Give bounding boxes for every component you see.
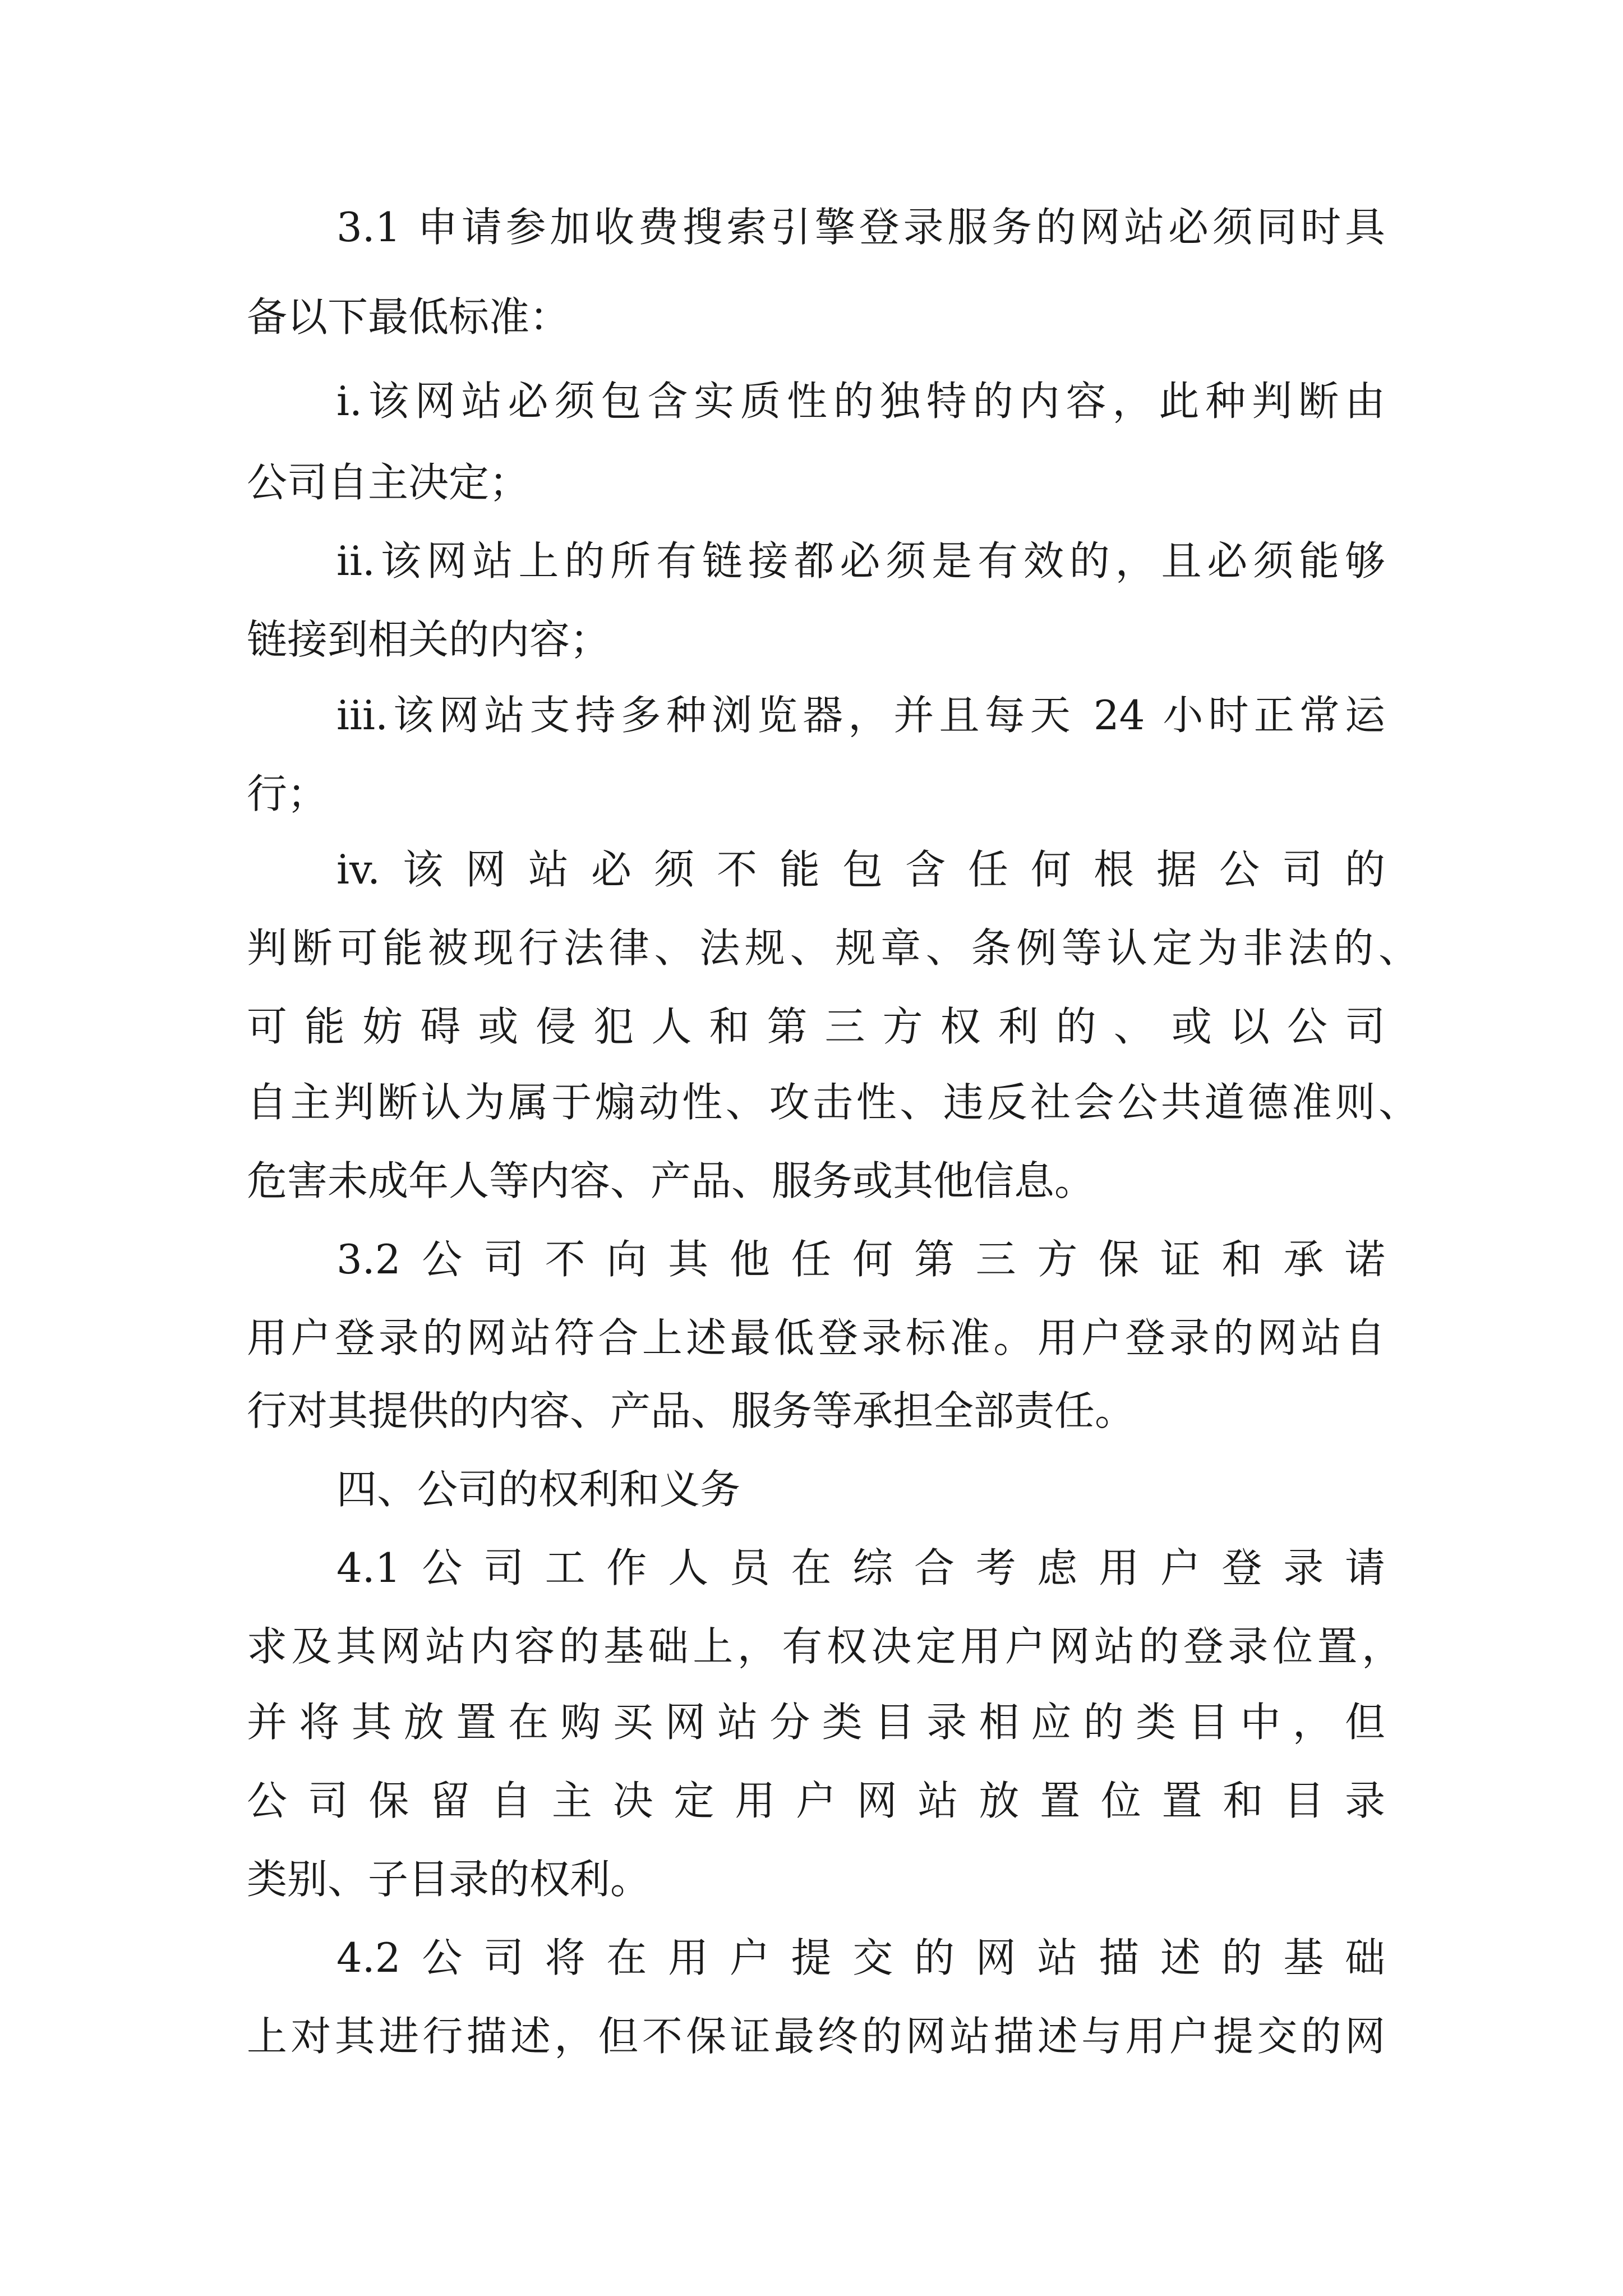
text-segment: 4.2 [336,1934,401,1981]
text-segment: 公司 [1287,1003,1385,1050]
text-segment: 求及其网站内容的基础上，有权决定用户网站的登录位置， [247,1623,1402,1670]
text-segment: 自主判断认为属于煽动性、攻击性、违反社会公共道德准则、 [247,1079,1419,1126]
text-segment: 危害未成年人等内容、产品、服务或其他信息。 [247,1157,1095,1204]
text-segment: 链接到相关的内容； [247,616,611,663]
text-line [247,763,1385,825]
text-line [247,1848,1385,1910]
text-segment: 行； [247,770,328,817]
text-line [247,1071,1419,1133]
text-segment: 行对其提供的内容、产品、服务等承担全部责任。 [247,1387,1136,1434]
text-line [336,1458,1385,1520]
text-line [336,684,1385,746]
text-segment: 公司将在用户提交的网站描述的基础 [400,1934,1385,1981]
text-segment: 公司保留自主决定用户网站放置位置和目录 [247,1777,1385,1824]
text-segment: 四、 [336,1466,418,1513]
text-segment: ii.该网站上的所有链接都必须是有效的，且必须能够 [336,537,1385,585]
text-line [247,286,1385,348]
text-segment: 3.1 申请参加收费搜索引擎登录服务的网站必须同时具 [336,204,1385,251]
text-line [247,1616,1402,1677]
text-segment: 公司工作人员在综合考虑用户登录请 [400,1544,1385,1591]
text-segment: 类别、子目录的权利。 [247,1856,651,1903]
text-segment: 备以下最低标准： [247,293,570,341]
text-segment: 上对其进行描述，但不保证最终的网站描述与用户提交的网 [247,2013,1385,2060]
text-line [336,196,1385,258]
text-line [336,530,1385,592]
text-segment: iv.该网站必须不能包含任何根据 [336,846,1219,893]
text-line [336,1537,1385,1599]
text-line [247,996,1385,1057]
text-segment: 公司的权利和义务 [417,1466,741,1513]
text-line [247,609,1385,670]
text-segment: iii.该网站支持多种浏览器，并且每天 24 小时正常运 [336,692,1385,739]
text-segment: 4.1 [336,1544,401,1591]
text-segment: 公司不向其他任何第三方保证和承诺 [400,1236,1385,1283]
text-line [247,917,1419,979]
text-segment: 可能妨碍或侵犯人和第三方权利的、或以 [247,1003,1287,1050]
text-line [336,370,1385,432]
text-line [247,452,1385,513]
text-line [247,1691,1385,1753]
text-line [336,1927,1385,1989]
text-segment: 用户登录的网站符合上述最低登录标准。用户登录的网站自 [247,1314,1385,1361]
text-line [247,1307,1385,1369]
text-line [247,2005,1385,2067]
text-segment: i.该网站必须包含实质性的独特的内容，此种判断由 [336,378,1385,425]
text-line [336,839,1385,900]
text-segment: 3.2 [336,1236,401,1283]
text-line [247,1770,1385,1832]
text-segment: 并将其放置在购买网站分类目录相应的类目中，但 [247,1699,1385,1746]
text-line [247,1380,1385,1442]
text-segment: 公司自主决定； [247,459,530,506]
text-line [247,1150,1385,1212]
text-segment: 公司的 [1219,846,1385,893]
text-segment: 判断可能被现行法律、法规、规章、条例等认定为非法的、 [247,924,1419,972]
text-line [336,1228,1385,1290]
